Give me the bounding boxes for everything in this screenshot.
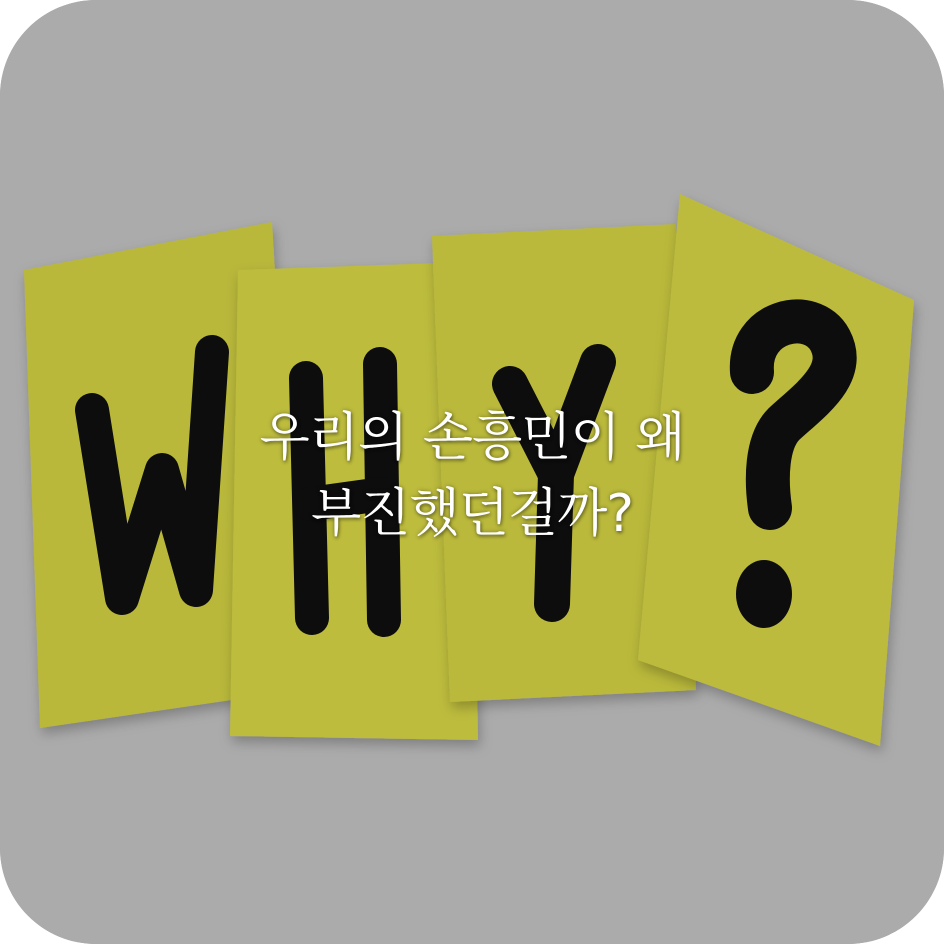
headline-caption xyxy=(0,400,944,552)
caption-line-2: 부진했던걸까? xyxy=(311,484,633,544)
caption-line-1: 우리의 손흥민이 왜 xyxy=(259,408,685,468)
